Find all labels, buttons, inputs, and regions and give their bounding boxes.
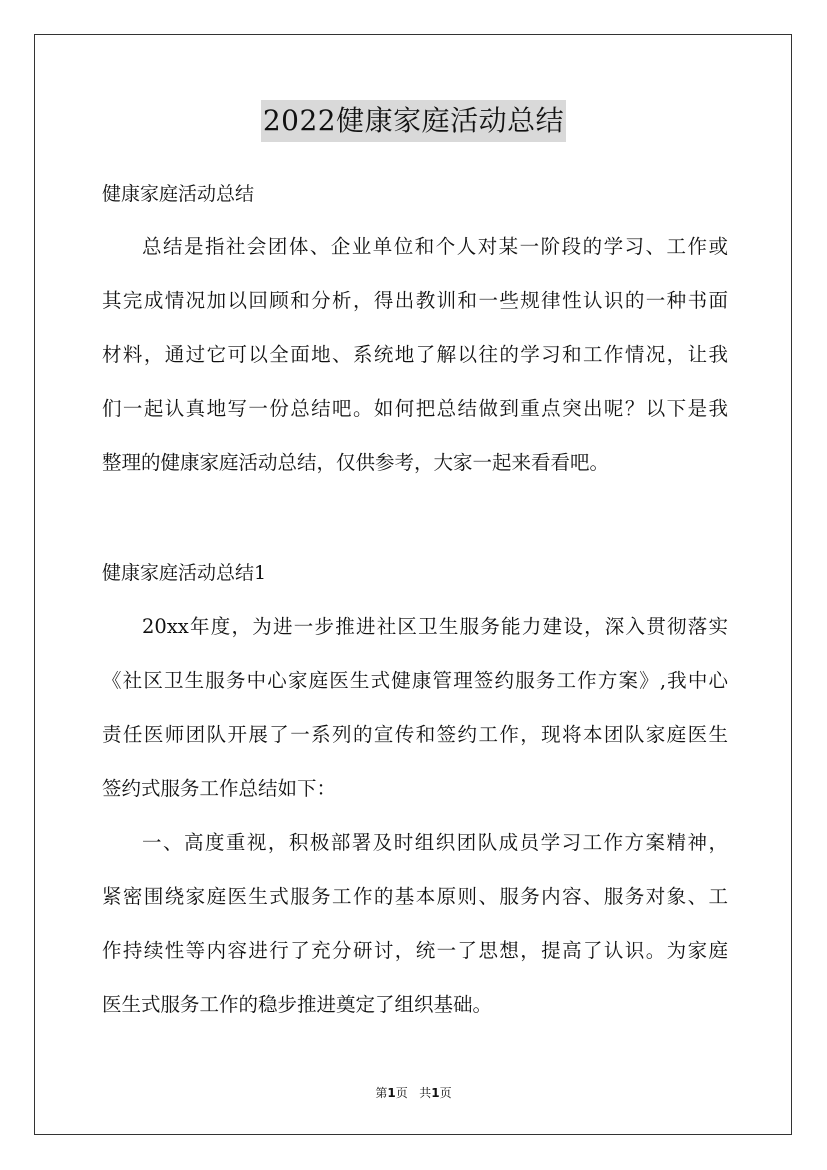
section1-para1-line: 签约式服务工作总结如下： — [102, 777, 337, 800]
page-footer — [0, 1084, 827, 1101]
intro-paragraph — [102, 220, 728, 490]
section1-heading: 健康家庭活动总结1 — [102, 562, 267, 584]
footer-page-suffix: 页 — [439, 1086, 452, 1100]
intro-line: 们一起认真地写一份总结吧。如何把总结做到重点突出呢？以下是我 — [102, 397, 728, 420]
section1-para1-line: 20xx年度，为进一步推进社区卫生服务能力建设，深入贯彻落实 — [142, 615, 728, 638]
section1-para1-line: 《社区卫生服务中心家庭医生式健康管理签约服务工作方案》,我中心 — [102, 669, 728, 692]
footer-page-number: 1 — [387, 1086, 396, 1100]
intro-line: 整理的健康家庭活动总结，仅供参考，大家一起来看看吧。 — [102, 451, 610, 474]
section1-para2-line: 一、高度重视，积极部署及时组织团队成员学习工作方案精神， — [142, 831, 728, 854]
intro-line: 材料，通过它可以全面地、系统地了解以往的学习和工作情况，让我 — [102, 343, 728, 366]
section1-para1-line: 责任医师团队开展了一系列的宣传和签约工作，现将本团队家庭医生 — [102, 723, 728, 746]
intro-line: 其完成情况加以回顾和分析，得出教训和一些规律性认识的一种书面 — [102, 289, 728, 312]
section1-paragraph-2 — [102, 816, 728, 1032]
footer-page-mid: 页 共 — [395, 1086, 432, 1100]
footer-page-prefix: 第 — [375, 1086, 388, 1100]
document-title: 2022健康家庭活动总结 — [261, 100, 566, 142]
intro-heading: 健康家庭活动总结 — [102, 183, 255, 205]
section1-para2-line: 医生式服务工作的稳步推进奠定了组织基础。 — [102, 993, 493, 1016]
intro-line: 总结是指社会团体、企业单位和个人对某一阶段的学习、工作或 — [142, 235, 728, 258]
title-container — [0, 100, 827, 142]
footer-page-total: 1 — [431, 1086, 440, 1100]
section1-para2-line: 作持续性等内容进行了充分研讨，统一了思想，提高了认识。为家庭 — [102, 939, 728, 962]
section1-para2-line: 紧密围绕家庭医生式服务工作的基本原则、服务内容、服务对象、工 — [102, 885, 728, 908]
section1-paragraph-1 — [102, 600, 728, 816]
